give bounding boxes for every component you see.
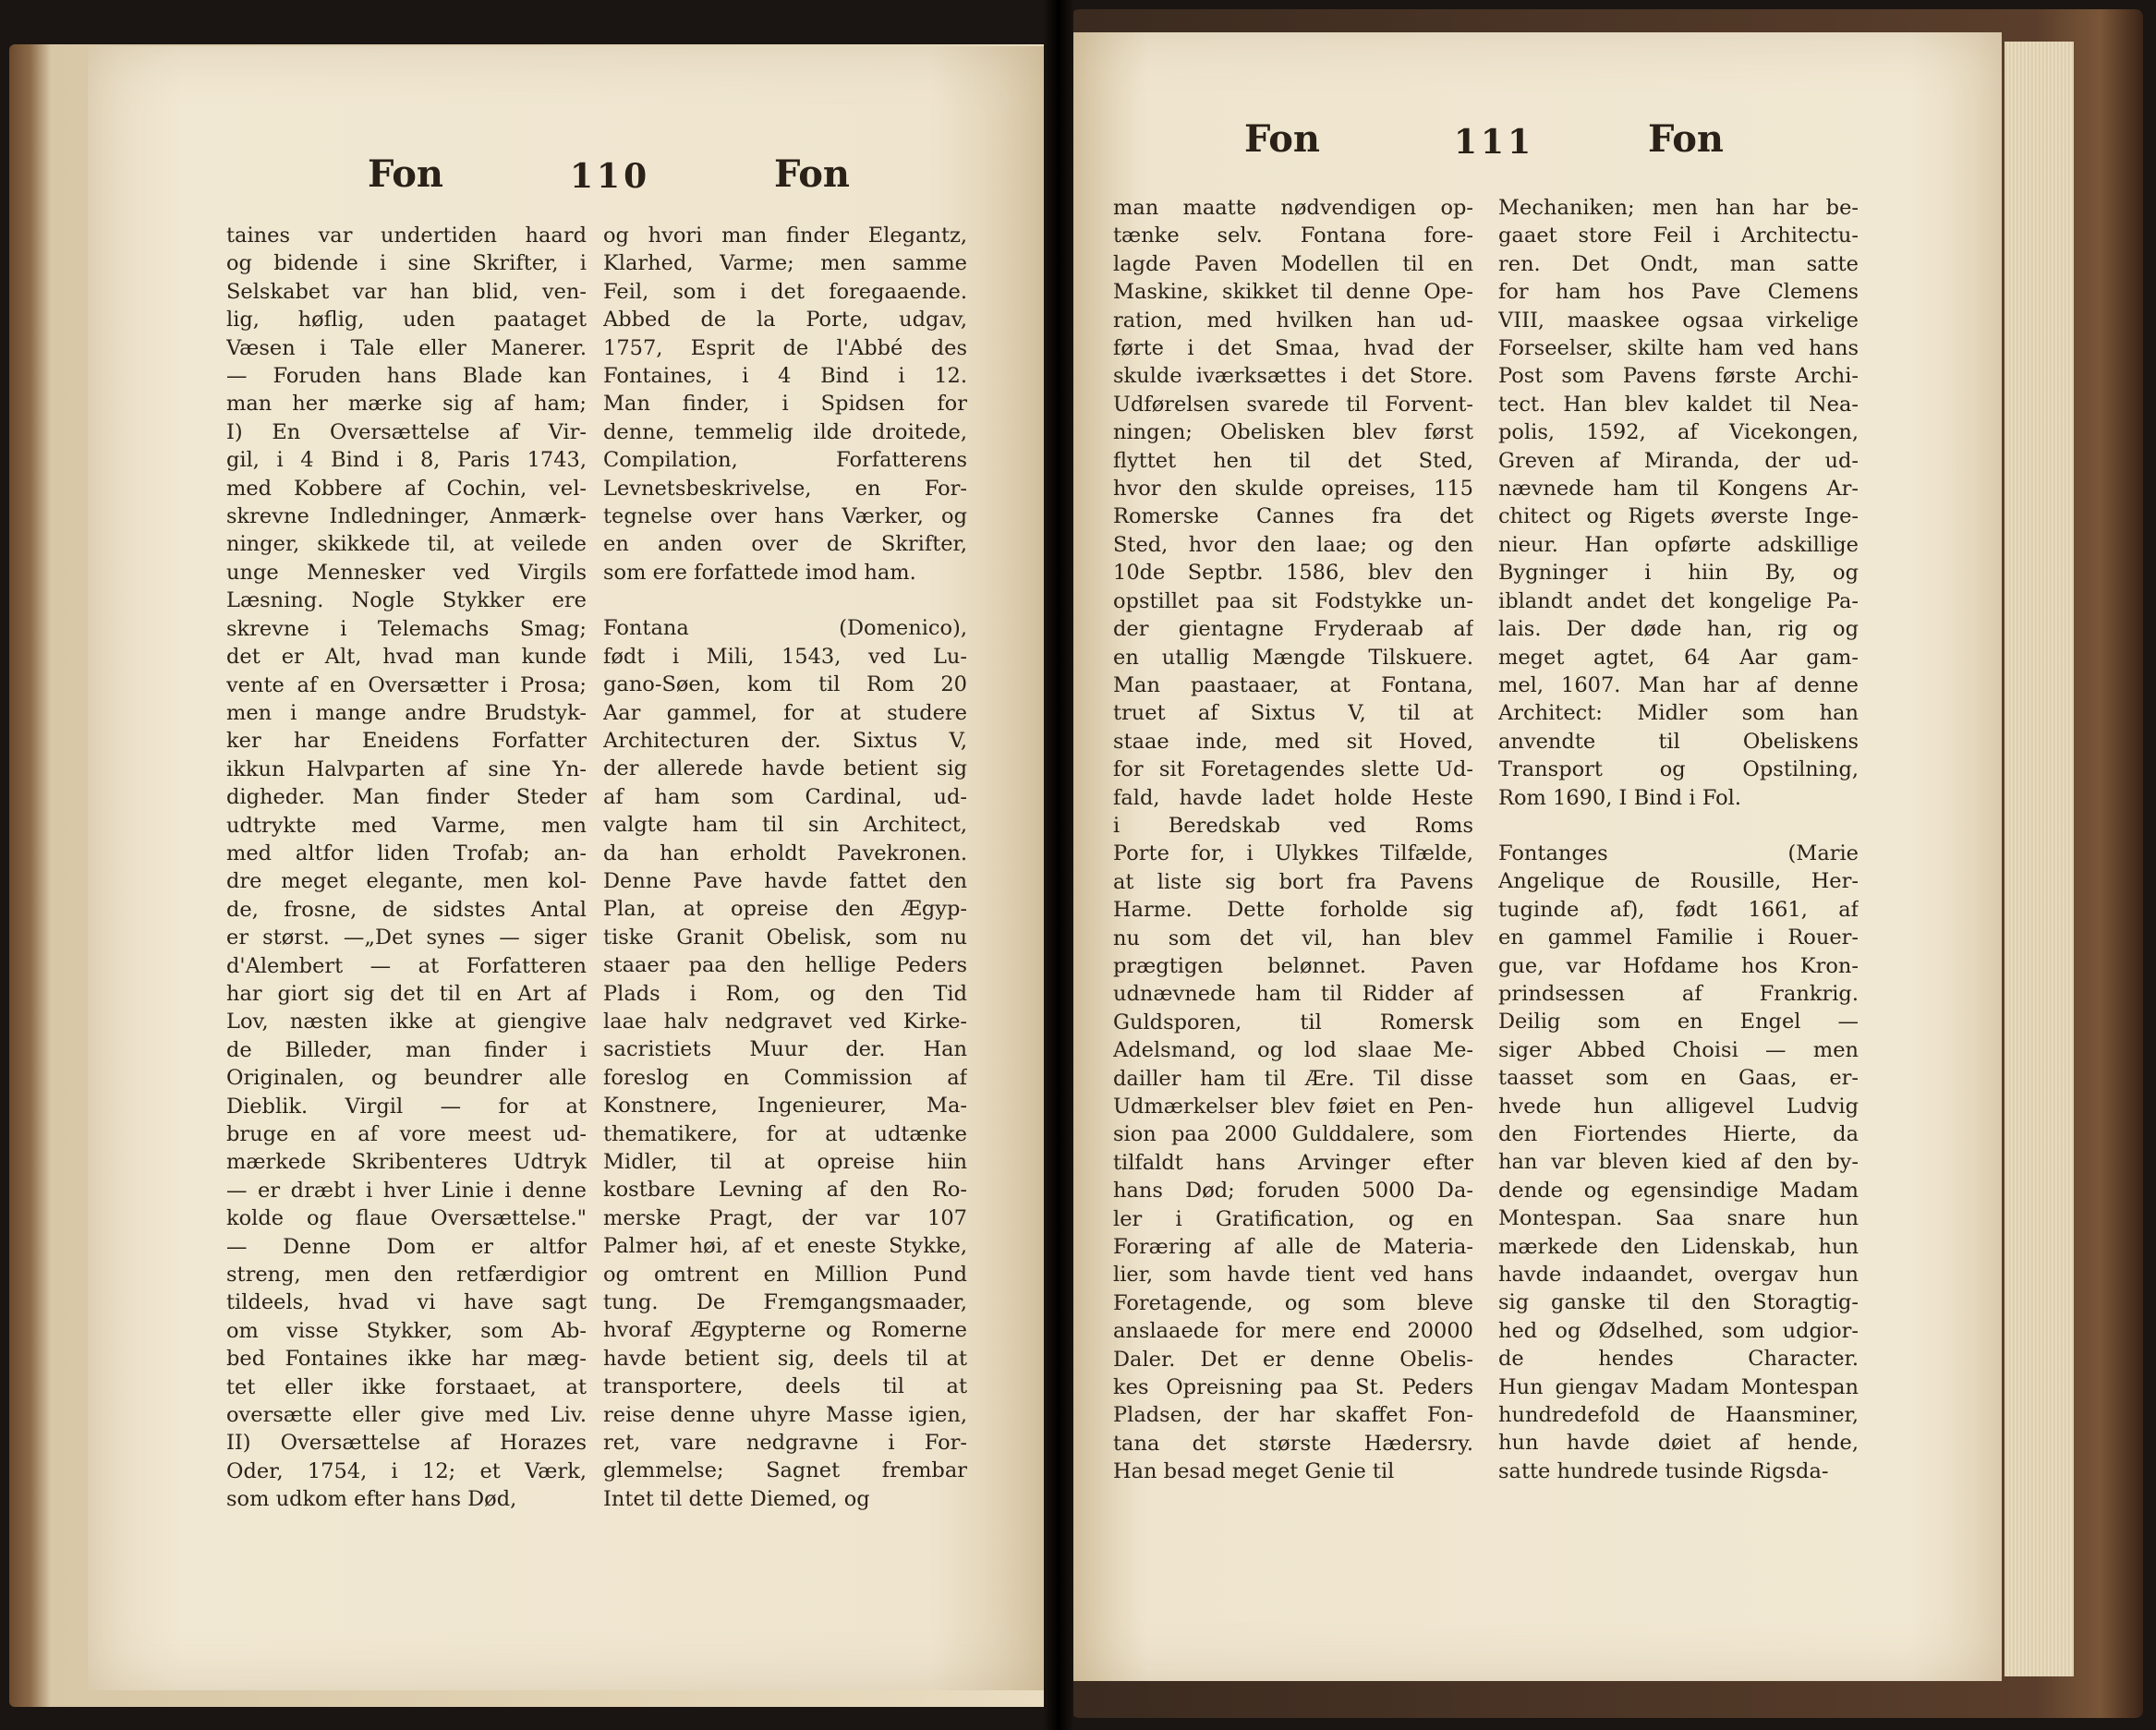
- left-page: [88, 46, 1044, 1690]
- text-line: ren. Det Ondt, man satte: [1498, 251, 1859, 276]
- text-line: Harme. Dette forholde sig: [1113, 898, 1473, 923]
- text-line: hvede hun alligevel Ludvig: [1498, 1094, 1859, 1119]
- text-line: Daler. Det er denne Obelis-: [1113, 1347, 1473, 1372]
- text-line: Maskine, skikket til denne Ope-: [1113, 280, 1473, 305]
- text-line: Guldsporen, til Romersk: [1113, 1010, 1473, 1034]
- text-line: med Kobbere af Cochin, vel-: [226, 476, 587, 501]
- text-line: Post som Pavens første Archi-: [1498, 364, 1859, 389]
- text-line: lier, som havde tient ved hans: [1113, 1263, 1473, 1288]
- text-line: Architect: Midler som han: [1498, 701, 1859, 726]
- text-line: staaer paa den hellige Peders: [603, 953, 967, 978]
- text-line: kolde og flaue Oversættelse.": [226, 1206, 587, 1231]
- text-line: Udmærkelser blev føiet en Pen-: [1113, 1095, 1473, 1119]
- text-column-1: [226, 222, 587, 1514]
- text-line: Oder, 1754, i 12; et Værk,: [226, 1458, 587, 1483]
- text-line: polis, 1592, af Vicekongen,: [1498, 420, 1859, 445]
- running-head-right: Fon: [774, 152, 850, 196]
- text-line: Greven af Miranda, der ud-: [1498, 448, 1859, 473]
- text-line: unge Mennesker ved Virgils: [226, 560, 587, 585]
- text-line: gaaet store Feil i Architectu-: [1498, 224, 1859, 248]
- text-line: hun havde døiet af hende,: [1498, 1431, 1859, 1456]
- text-line: skulde iværksættes i det Store.: [1113, 364, 1473, 389]
- text-line: vente af en Oversætter i Prosa;: [226, 672, 587, 697]
- text-line: ler i Gratification, og en: [1113, 1206, 1473, 1231]
- text-line: Væsen i Tale eller Manerer.: [226, 335, 587, 360]
- text-line: reise denne uhyre Masse igien,: [603, 1402, 967, 1427]
- text-line: og hvori man finder Elegantz,: [603, 224, 967, 248]
- text-line: udnævnede ham til Ridder af: [1113, 982, 1473, 1007]
- text-line: ration, med hvilken han ud-: [1113, 308, 1473, 333]
- text-line: Abbed de la Porte, udgav,: [603, 308, 967, 333]
- text-line: Læsning. Nogle Stykker ere: [226, 588, 587, 613]
- text-line: en anden over de Skrifter,: [603, 532, 967, 557]
- text-line: i Beredskab ved Roms: [1113, 813, 1473, 838]
- text-line: og bidende i sine Skrifter, i: [226, 251, 587, 276]
- text-line: I) En Oversættelse af Vir-: [226, 419, 587, 444]
- text-line: de hendes Character.: [1498, 1347, 1859, 1372]
- text-line: Levnetsbeskrivelse, en For-: [603, 476, 967, 501]
- running-head-right: Fon: [1648, 117, 1724, 161]
- text-line: Lov, næsten ikke at giengive: [226, 1010, 587, 1034]
- text-line: Selskabet var han blid, ven-: [226, 279, 587, 304]
- text-line: ningen; Obelisken blev først: [1113, 420, 1473, 445]
- text-line: Han besad meget Genie til: [1113, 1459, 1395, 1484]
- text-line: streng, men den retfærdigior: [226, 1263, 587, 1288]
- text-line: havde betient sig, deels til at: [603, 1346, 967, 1371]
- text-line: kes Opreisning paa St. Peders: [1113, 1375, 1473, 1400]
- paragraph-break: [1498, 812, 1859, 840]
- text-line: prægtigen belønnet. Paven: [1113, 953, 1473, 978]
- text-line: lagde Paven Modellen til en: [1113, 251, 1473, 276]
- text-line: Fontana (Domenico),: [603, 616, 967, 641]
- text-line: digheder. Man finder Steder: [226, 785, 587, 810]
- text-line: ninger, skikkede til, at veilede: [226, 532, 587, 557]
- text-line: mærkede den Lidenskab, hun: [1498, 1234, 1859, 1259]
- text-line: da han erholdt Pavekronen.: [603, 841, 967, 865]
- text-line: anslaaede for mere end 20000: [1113, 1319, 1473, 1344]
- text-line: Plan, at opreise den Ægyp-: [603, 897, 967, 922]
- text-line: Montespan. Saa snare hun: [1498, 1206, 1859, 1231]
- text-line: ret, vare nedgravne i For-: [603, 1431, 967, 1456]
- text-line: som ere forfattede imod ham.: [603, 560, 916, 585]
- text-line: mel, 1607. Man har af denne: [1498, 672, 1859, 697]
- text-line: af ham som Cardinal, ud-: [603, 784, 967, 809]
- text-line: for sit Foretagendes slette Ud-: [1113, 757, 1473, 782]
- text-line: tænke selv. Fontana fore-: [1113, 224, 1473, 248]
- text-column-2: [1498, 194, 1859, 1485]
- text-line: chitect og Rigets øverste Inge-: [1498, 504, 1859, 529]
- text-line: Intet til dette Diemed, og: [603, 1486, 870, 1511]
- text-line: flyttet hen til det Sted,: [1113, 448, 1473, 473]
- text-line: Konstnere, Ingenieurer, Ma-: [603, 1094, 967, 1119]
- text-line: for ham hos Pave Clemens: [1498, 280, 1859, 305]
- text-line: man her mærke sig af ham;: [226, 392, 587, 417]
- text-line: tilfaldt hans Arvinger efter: [1113, 1150, 1473, 1175]
- text-line: havde indaandet, overgav hun: [1498, 1263, 1859, 1288]
- text-line: Aar gammel, for at studere: [603, 700, 967, 725]
- text-line: men i mange andre Brudstyk-: [226, 700, 587, 725]
- text-column-1: [1113, 194, 1473, 1486]
- text-line: tuginde af), født 1661, af: [1498, 897, 1859, 922]
- text-line: mærkede Skribenteres Udtryk: [226, 1150, 587, 1175]
- running-head-left: Fon: [1244, 117, 1320, 161]
- text-line: nævnede ham til Kongens Ar-: [1498, 477, 1859, 502]
- text-line: Fontaines, i 4 Bind i 12.: [603, 364, 967, 389]
- text-line: sion paa 2000 Gulddalere, som: [1113, 1122, 1473, 1147]
- text-line: gue, var Hofdame hos Kron-: [1498, 953, 1859, 978]
- text-line: født i Mili, 1543, ved Lu-: [603, 644, 967, 669]
- text-line: førte i det Smaa, hvad der: [1113, 336, 1473, 361]
- text-line: udtrykte med Varme, men: [226, 813, 587, 838]
- text-line: thematikere, for at udtænke: [603, 1121, 967, 1146]
- text-line: foreslog en Commission af: [603, 1065, 967, 1090]
- paragraph-break: [603, 587, 967, 614]
- text-line: Sted, hvor den laae; og den: [1113, 532, 1473, 557]
- text-line: prindsessen af Frankrig.: [1498, 981, 1859, 1006]
- text-line: Architecturen der. Sixtus V,: [603, 728, 967, 753]
- text-line: denne, temmelig ilde droitede,: [603, 419, 967, 444]
- text-line: valgte ham til sin Architect,: [603, 813, 967, 838]
- text-line: taines var undertiden haard: [226, 224, 587, 248]
- text-line: det er Alt, hvad man kunde: [226, 645, 587, 670]
- page-fore-edge: [2005, 42, 2074, 1676]
- text-line: at liste sig bort fra Pavens: [1113, 869, 1473, 894]
- page-number: 110: [570, 157, 651, 196]
- text-line: taasset som en Gaas, er-: [1498, 1066, 1859, 1091]
- text-line: satte hundrede tusinde Rigsda-: [1498, 1458, 1829, 1483]
- text-line: Feil, som i det foregaaende.: [603, 279, 967, 304]
- text-line: Foretagende, og som bleve: [1113, 1290, 1473, 1315]
- text-line: lais. Der døde han, rig og: [1498, 617, 1859, 642]
- text-line: den Fiortendes Hierte, da: [1498, 1122, 1859, 1146]
- text-line: er størst. —„Det synes — siger: [226, 925, 587, 950]
- text-line: Pladsen, der har skaffet Fon-: [1113, 1403, 1473, 1428]
- text-line: der gientagne Fryderaab af: [1113, 617, 1473, 642]
- text-line: Man paastaaer, at Fontana,: [1113, 672, 1473, 697]
- text-line: Foræring af alle de Materia-: [1113, 1235, 1473, 1260]
- text-line: sig ganske til den Storagtig-: [1498, 1290, 1859, 1315]
- text-line: Deilig som en Engel —: [1498, 1010, 1859, 1034]
- text-line: hed og Ødselhed, som udgior-: [1498, 1318, 1859, 1343]
- text-line: Man finder, i Spidsen for: [603, 392, 967, 417]
- text-line: der allerede havde betient sig: [603, 756, 967, 781]
- text-line: tildeels, hvad vi have sagt: [226, 1290, 587, 1315]
- text-line: de Billeder, man finder i: [226, 1037, 587, 1062]
- text-line: opstillet paa sit Fodstykke un-: [1113, 588, 1473, 613]
- text-line: kostbare Levning af den Ro-: [603, 1178, 967, 1203]
- text-line: Bygninger i hiin By, og: [1498, 561, 1859, 586]
- text-line: merske Pragt, der var 107: [603, 1205, 967, 1230]
- text-line: sacristiets Muur der. Han: [603, 1037, 967, 1062]
- text-line: Palmer høi, af et eneste Stykke,: [603, 1234, 967, 1259]
- text-line: Compilation, Forfatterens: [603, 448, 967, 473]
- text-line: Rom 1690, I Bind i Fol.: [1498, 785, 1741, 810]
- text-line: tegnelse over hans Værker, og: [603, 504, 967, 529]
- running-head-left: Fon: [368, 152, 443, 196]
- text-line: en gammel Familie i Rouer-: [1498, 925, 1859, 950]
- right-page: [1073, 32, 2002, 1681]
- text-line: som udkom efter hans Død,: [226, 1487, 517, 1512]
- text-line: VIII, maaskee ogsaa virkelige: [1498, 308, 1859, 333]
- text-line: Denne Pave havde fattet den: [603, 868, 967, 893]
- text-line: Klarhed, Varme; men samme: [603, 251, 967, 276]
- text-line: hundredefold de Haansminer,: [1498, 1403, 1859, 1428]
- text-line: meget agtet, 64 Aar gam-: [1498, 645, 1859, 670]
- text-line: glemmelse; Sagnet frembar: [603, 1458, 967, 1483]
- text-line: skrevne i Telemachs Smag;: [226, 616, 587, 641]
- text-line: tung. De Fremgangsmaader,: [603, 1290, 967, 1315]
- text-line: Forseelser, skilte ham ved hans: [1498, 336, 1859, 361]
- text-line: Transport og Opstilning,: [1498, 757, 1859, 782]
- text-line: — Denne Dom er altfor: [226, 1234, 587, 1259]
- text-line: lig, høflig, uden paataget: [226, 308, 587, 333]
- text-line: hvor den skulde opreises, 115: [1113, 477, 1473, 502]
- text-line: transportere, deels til at: [603, 1374, 967, 1399]
- text-line: dailler ham til Ære. Til disse: [1113, 1066, 1473, 1091]
- text-line: med altfor liden Trofab; an-: [226, 841, 587, 865]
- text-line: tect. Han blev kaldet til Nea-: [1498, 392, 1859, 417]
- text-line: tana det største Hædersry.: [1113, 1431, 1473, 1456]
- text-line: Angelique de Rousille, Her-: [1498, 869, 1859, 894]
- text-line: II) Oversættelse af Horazes: [226, 1431, 587, 1456]
- text-line: ker har Eneidens Forfatter: [226, 729, 587, 754]
- text-line: Midler, til at opreise hiin: [603, 1150, 967, 1174]
- text-line: nu som det vil, han blev: [1113, 925, 1473, 950]
- text-line: oversætte eller give med Liv.: [226, 1403, 587, 1428]
- text-line: tiske Granit Obelisk, som nu: [603, 925, 967, 950]
- text-line: gil, i 4 Bind i 8, Paris 1743,: [226, 448, 587, 473]
- text-line: d'Alembert — at Forfatteren: [226, 953, 587, 978]
- text-line: Plads i Rom, og den Tid: [603, 981, 967, 1006]
- text-line: nieur. Han opførte adskillige: [1498, 532, 1859, 557]
- text-line: Dieblik. Virgil — for at: [226, 1094, 587, 1119]
- text-line: — Foruden hans Blade kan: [226, 364, 587, 389]
- text-line: dre meget elegante, men kol-: [226, 869, 587, 894]
- text-line: anvendte til Obeliskens: [1498, 729, 1859, 754]
- text-line: en utallig Mængde Tilskuere.: [1113, 645, 1473, 670]
- text-line: staae inde, med sit Hoved,: [1113, 729, 1473, 754]
- page-number: 111: [1454, 123, 1535, 162]
- text-column-2: [603, 222, 967, 1513]
- text-line: iblandt andet det kongelige Pa-: [1498, 588, 1859, 613]
- text-line: Adelsmand, og lod slaae Me-: [1113, 1038, 1473, 1063]
- text-line: Udførelsen svarede til Forvent-: [1113, 392, 1473, 417]
- text-line: Romerske Cannes fra det: [1113, 504, 1473, 529]
- book-gutter: [1044, 0, 1073, 1730]
- text-line: Originalen, og beundrer alle: [226, 1066, 587, 1091]
- text-line: man maatte nødvendigen op-: [1113, 196, 1473, 220]
- text-line: Mechaniken; men han har be-: [1498, 196, 1859, 220]
- text-line: bed Fontaines ikke har mæg-: [226, 1347, 587, 1372]
- text-line: Porte for, i Ulykkes Tilfælde,: [1113, 841, 1473, 866]
- text-line: truet af Sixtus V, til at: [1113, 701, 1473, 726]
- text-line: 10de Septbr. 1586, blev den: [1113, 561, 1473, 586]
- text-line: ikkun Halvparten af sine Yn-: [226, 756, 587, 781]
- text-line: skrevne Indledninger, Anmærk-: [226, 504, 587, 529]
- text-line: — er dræbt i hver Linie i denne: [226, 1178, 587, 1203]
- text-line: han var bleven kied af den by-: [1498, 1150, 1859, 1175]
- text-line: om visse Stykker, som Ab-: [226, 1318, 587, 1343]
- text-line: Fontanges (Marie: [1498, 841, 1859, 865]
- text-line: de, frosne, de sidstes Antal: [226, 897, 587, 922]
- text-line: har giort sig det til en Art af: [226, 981, 587, 1006]
- text-line: og omtrent en Million Pund: [603, 1262, 967, 1287]
- text-line: siger Abbed Choisi — men: [1498, 1037, 1859, 1062]
- text-line: hvoraf Ægypterne og Romerne: [603, 1318, 967, 1343]
- text-line: dende og egensindige Madam: [1498, 1178, 1859, 1203]
- text-line: gano-Søen, kom til Rom 20: [603, 672, 967, 697]
- text-line: Hun giengav Madam Montespan: [1498, 1374, 1859, 1399]
- text-line: bruge en af vore meest ud-: [226, 1122, 587, 1146]
- text-line: fald, havde ladet holde Heste: [1113, 785, 1473, 810]
- text-line: tet eller ikke forstaaet, at: [226, 1374, 587, 1399]
- text-line: laae halv nedgravet ved Kirke-: [603, 1009, 967, 1034]
- text-line: 1757, Esprit de l'Abbé des: [603, 335, 967, 360]
- text-line: hans Død; foruden 5000 Da-: [1113, 1179, 1473, 1204]
